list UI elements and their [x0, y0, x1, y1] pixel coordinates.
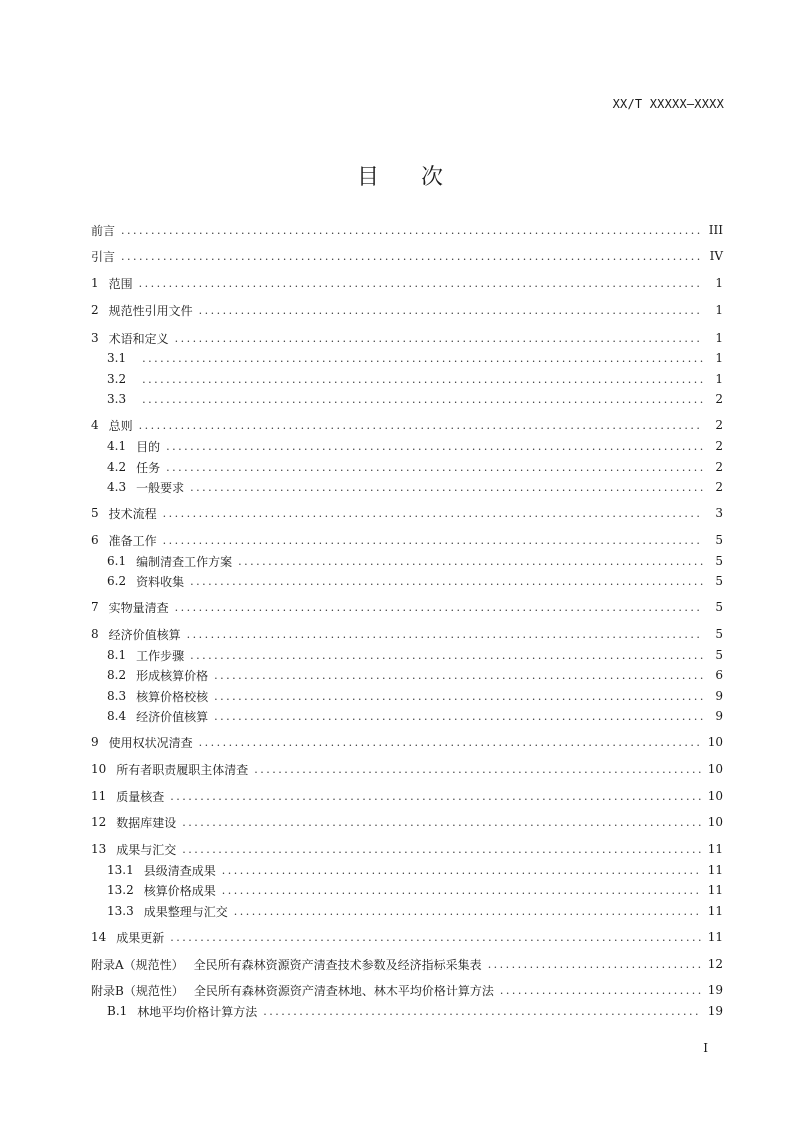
toc-title — [0, 160, 800, 191]
toc-entry-5[interactable]: 5 技术流程 ..... 3 — [91, 503, 723, 523]
toc-entry-8-3[interactable]: 8.3 核算价格校核 ..... 9 — [107, 686, 723, 706]
toc-entry-appendix-b[interactable]: 附录B（规范性） 全民所有森林资源资产清查林地、林木平均价格计算方法 ..... 19 — [91, 980, 723, 1000]
toc-entry-introduction[interactable]: 引言 ..... IV — [91, 246, 723, 266]
toc-entry-4[interactable]: 4 总则 ..... 2 — [91, 415, 723, 435]
toc-entry-13-3[interactable]: 13.3 成果整理与汇交 ..... 11 — [107, 901, 723, 921]
toc-entry-13[interactable]: 13 成果与汇交 ..... 11 — [91, 839, 723, 859]
page-number: I — [703, 1041, 708, 1055]
toc-entry-3[interactable]: 3 术语和定义 ..... 1 — [91, 328, 723, 348]
toc-entry-3-1[interactable]: 3.1 ..... 1 — [107, 348, 723, 368]
toc-entry-11[interactable]: 11 质量核查 ..... 10 — [91, 786, 723, 806]
toc-entry-10[interactable]: 10 所有者职责履职主体清查 ..... 10 — [91, 759, 723, 779]
document-code: XX/T XXXXX—XXXX — [612, 97, 724, 111]
toc-entry-6-1[interactable]: 6.1 编制清查工作方案 ..... 5 — [107, 551, 723, 571]
toc-entry-7[interactable]: 7 实物量清查 ..... 5 — [91, 597, 723, 617]
toc-entry-13-2[interactable]: 13.2 核算价格成果 ..... 11 — [107, 880, 723, 900]
toc-entry-8-2[interactable]: 8.2 形成核算价格 ..... 6 — [107, 665, 723, 685]
toc-entry-3-3[interactable]: 3.3 ..... 2 — [107, 389, 723, 409]
toc-entry-13-1[interactable]: 13.1 县级清查成果 ..... 11 — [107, 860, 723, 880]
toc-entry-8-1[interactable]: 8.1 工作步骤 ..... 5 — [107, 645, 723, 665]
toc-entry-8[interactable]: 8 经济价值核算 ..... 5 — [91, 624, 723, 644]
toc-entry-b-1[interactable]: B.1 林地平均价格计算方法 ..... 19 — [107, 1001, 723, 1021]
toc-entry-3-2[interactable]: 3.2 ..... 1 — [107, 369, 723, 389]
toc-entry-12[interactable]: 12 数据库建设 ..... 10 — [91, 812, 723, 832]
toc-entry-4-2[interactable]: 4.2 任务 ..... 2 — [107, 457, 723, 477]
toc-title-right: 次 — [421, 165, 444, 190]
toc-entry-appendix-a[interactable]: 附录A（规范性） 全民所有森林资源资产清查技术参数及经济指标采集表 ..... 12 — [91, 954, 723, 974]
toc-entry-6-2[interactable]: 6.2 资料收集 ..... 5 — [107, 571, 723, 591]
toc-entry-4-1[interactable]: 4.1 目的 ..... 2 — [107, 436, 723, 456]
toc-entry-1[interactable]: 1 范围 ..... 1 — [91, 273, 723, 293]
toc-entry-8-4[interactable]: 8.4 经济价值核算 ..... 9 — [107, 706, 723, 726]
toc-title-left: 目 — [356, 165, 379, 190]
toc-entry-2[interactable]: 2 规范性引用文件 ..... 1 — [91, 300, 723, 320]
toc-entry-6[interactable]: 6 准备工作 ..... 5 — [91, 530, 723, 550]
toc-entry-foreword[interactable]: 前言 ..... III — [91, 220, 723, 240]
toc-entry-9[interactable]: 9 使用权状况清查 ..... 10 — [91, 732, 723, 752]
toc-entry-4-3[interactable]: 4.3 一般要求 ..... 2 — [107, 477, 723, 497]
toc-entry-14[interactable]: 14 成果更新 ..... 11 — [91, 927, 723, 947]
